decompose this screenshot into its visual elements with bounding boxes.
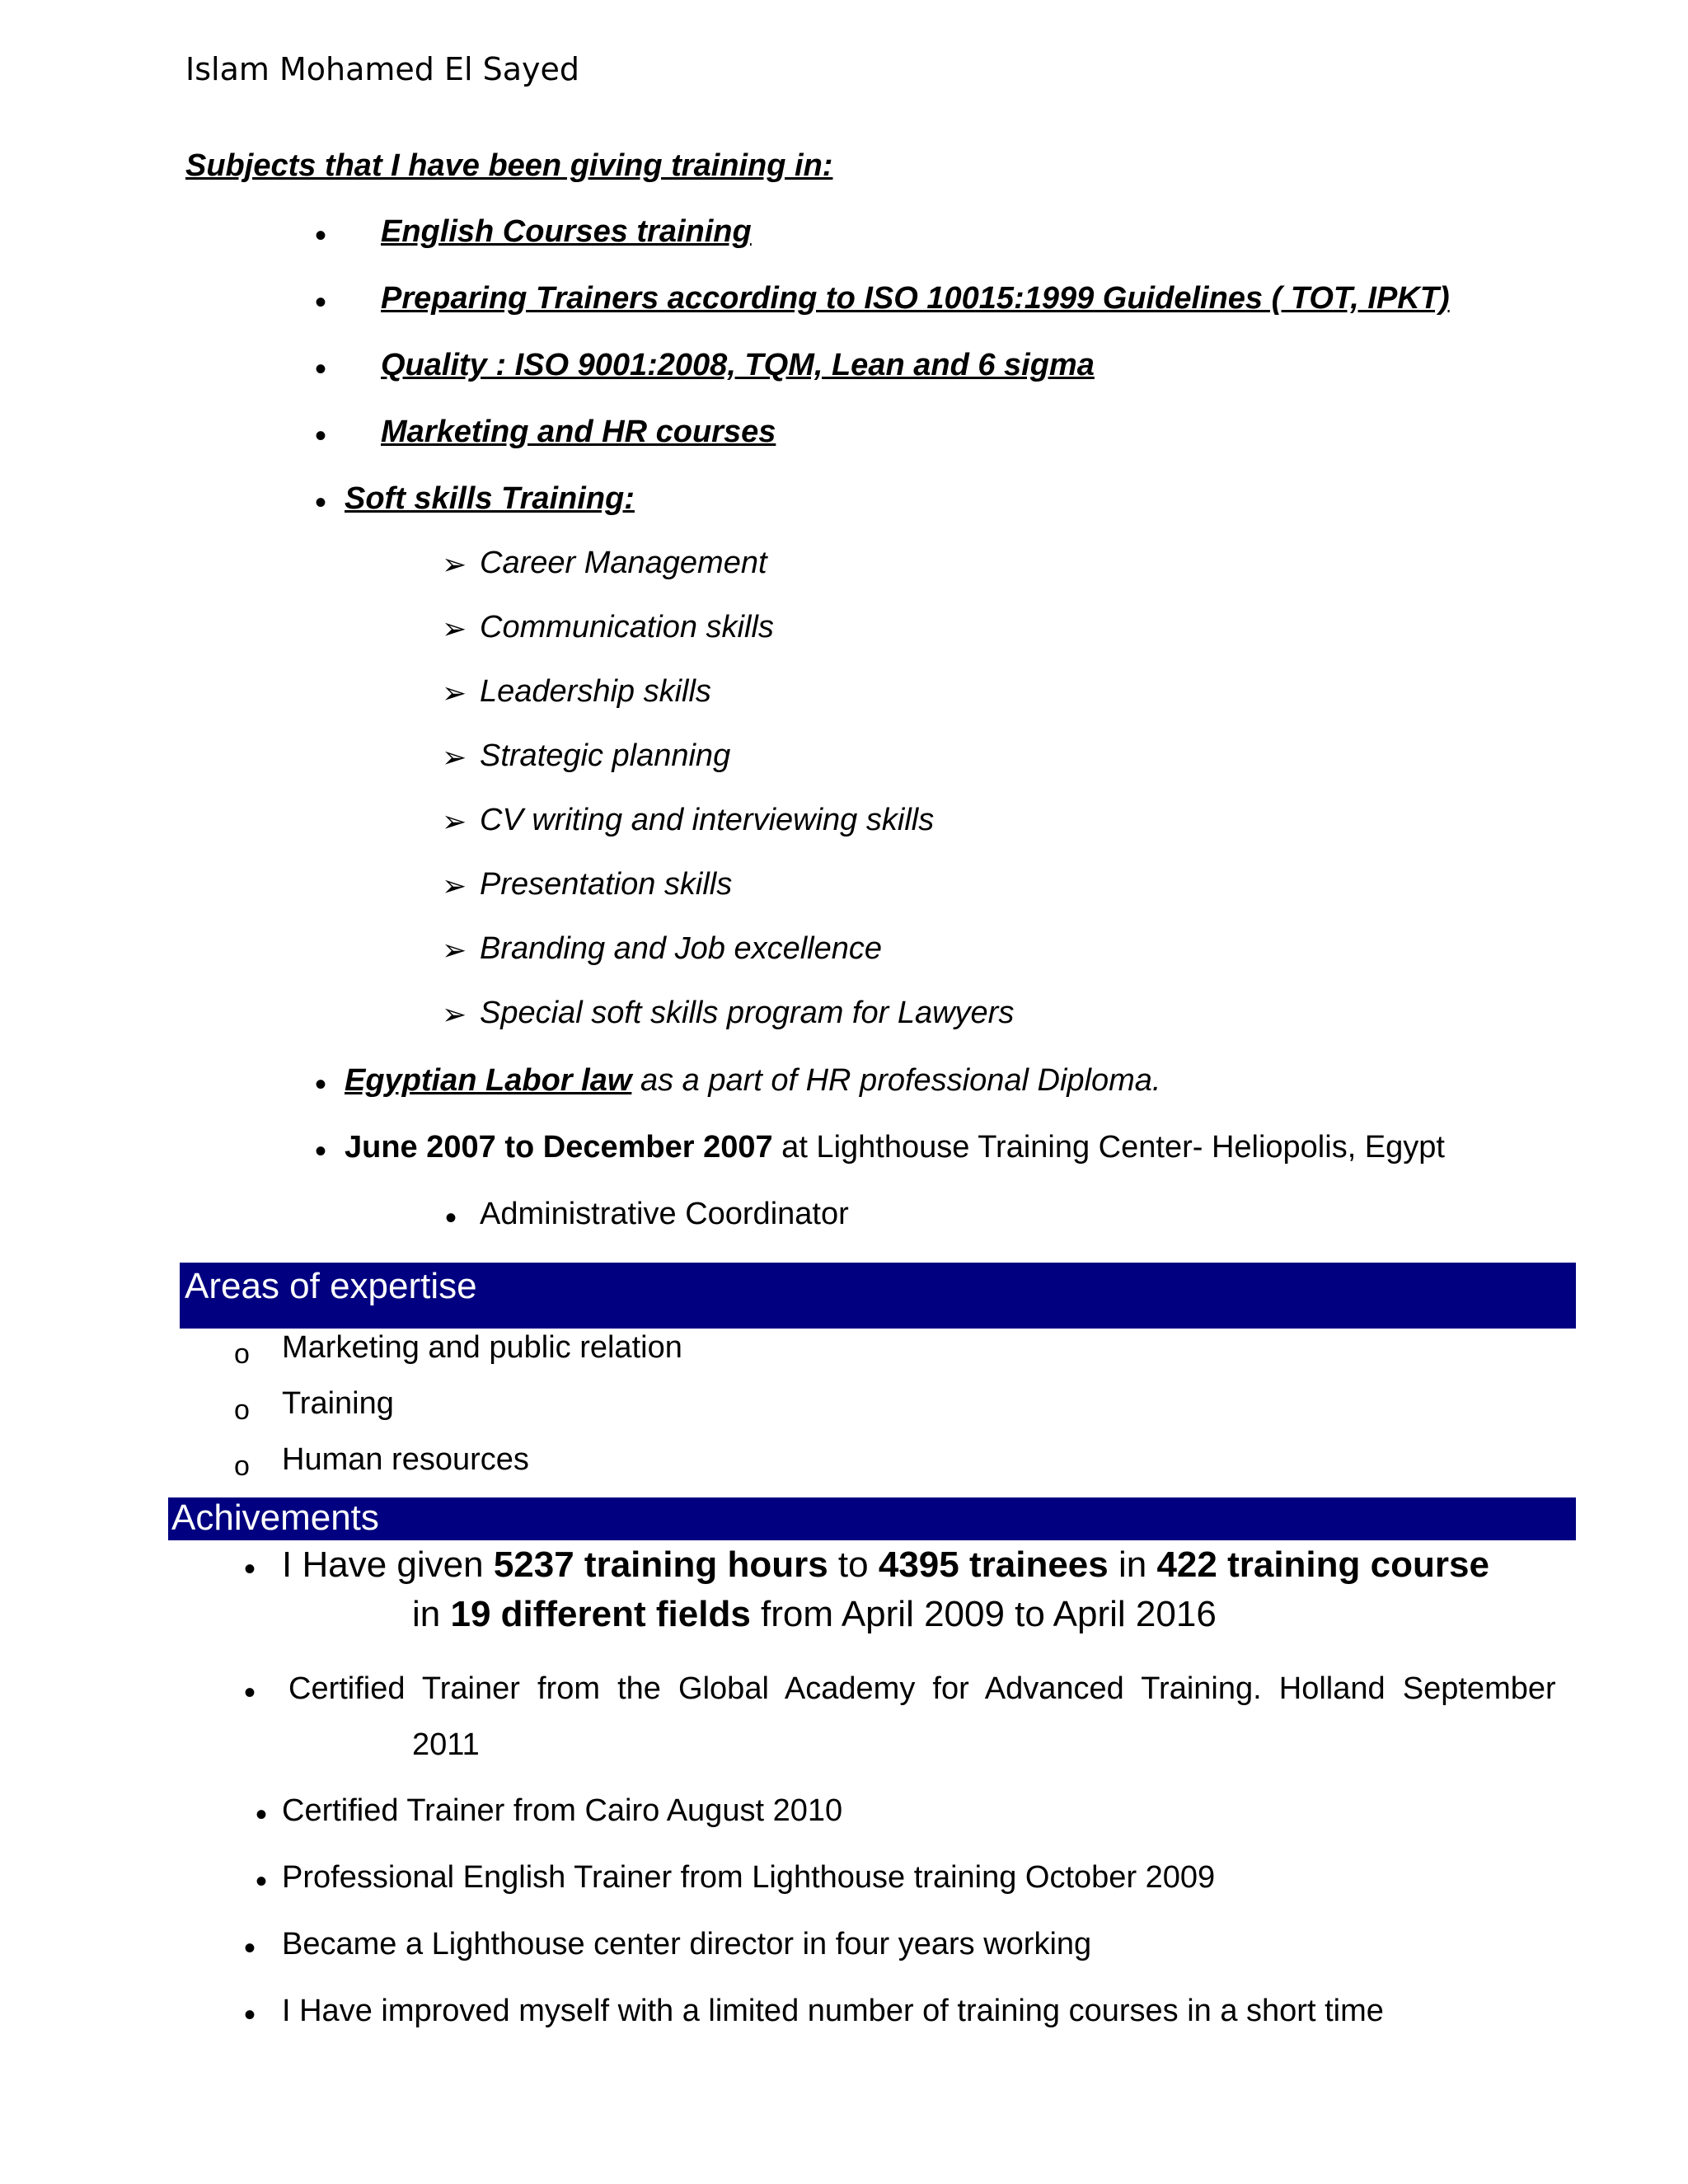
job-role: Administrative Coordinator xyxy=(480,1197,849,1231)
arrow-bullet-icon: ➢ xyxy=(442,869,467,902)
bullet-icon: • xyxy=(256,1863,268,1900)
bullet-icon: • xyxy=(256,1797,268,1833)
headline-trainees: 4395 trainees xyxy=(878,1544,1109,1585)
achievement-headline-line2 xyxy=(412,1594,1217,1635)
soft-skill-item: Branding and Job excellence xyxy=(480,931,883,966)
bullet-icon: • xyxy=(315,1133,327,1169)
bullet-icon: • xyxy=(244,1997,256,2033)
bullet-icon: • xyxy=(244,1930,256,1966)
headline-text: in xyxy=(1108,1544,1157,1585)
achievement-item-continued: 2011 xyxy=(412,1727,480,1762)
achievement-item: Professional English Trainer from Lighthouse training October 2009 xyxy=(282,1860,1216,1895)
headline-text: from April 2009 to April 2016 xyxy=(750,1594,1217,1634)
arrow-bullet-icon: ➢ xyxy=(442,933,467,967)
bullet-icon: • xyxy=(315,485,327,521)
achievements-section-title: Achivements xyxy=(171,1497,379,1538)
soft-skill-item: Presentation skills xyxy=(480,867,733,902)
bullet-icon: • xyxy=(315,1066,327,1103)
soft-skill-item: Special soft skills program for Lawyers xyxy=(480,996,1015,1030)
soft-skill-item: Leadership skills xyxy=(480,674,711,709)
subject-item: English Courses training xyxy=(381,214,752,249)
achievements-section-bar xyxy=(168,1497,1576,1540)
header-name: Islam Mohamed El Sayed xyxy=(185,51,579,87)
circle-bullet-icon: o xyxy=(234,1451,250,1482)
circle-bullet-icon: o xyxy=(234,1338,250,1370)
expertise-item: Human resources xyxy=(282,1442,529,1477)
achievement-item: Certified Trainer from the Global Academy for Advanced Training. Holland September xyxy=(288,1671,1556,1706)
arrow-bullet-icon: ➢ xyxy=(442,676,467,710)
arrow-bullet-icon: ➢ xyxy=(442,997,467,1031)
subject-item: Quality : ISO 9001:2008, TQM, Lean and 6 sigma xyxy=(381,348,1095,382)
soft-skills-heading: Soft skills Training: xyxy=(345,481,635,516)
soft-skill-item: CV writing and interviewing skills xyxy=(480,803,935,837)
headline-hours: 5237 training hours xyxy=(493,1544,828,1585)
soft-skill-item: Strategic planning xyxy=(480,738,731,773)
bullet-icon: • xyxy=(244,1551,256,1587)
bullet-icon: • xyxy=(315,218,327,254)
expertise-item: Marketing and public relation xyxy=(282,1330,682,1365)
expertise-item: Training xyxy=(282,1386,394,1421)
training-heading: Subjects that I have been giving training in: xyxy=(185,148,833,183)
bullet-icon: • xyxy=(315,351,327,387)
arrow-bullet-icon: ➢ xyxy=(442,547,467,581)
labor-law-title: Egyptian Labor law xyxy=(345,1063,632,1098)
bullet-icon: • xyxy=(244,1675,256,1711)
labor-law-line xyxy=(345,1063,1160,1099)
job-place: at Lighthouse Training Center- Heliopolis, Egypt xyxy=(772,1130,1445,1165)
labor-law-desc: as a part of HR professional Diploma. xyxy=(631,1063,1161,1098)
achievement-item: I Have improved myself with a limited number of training courses in a short time xyxy=(282,1994,1384,2028)
achievement-item: Certified Trainer from Cairo August 2010 xyxy=(282,1793,843,1828)
subject-item: Marketing and HR courses xyxy=(381,415,776,449)
arrow-bullet-icon: ➢ xyxy=(442,612,467,645)
headline-text: to xyxy=(828,1544,879,1585)
headline-courses: 422 training course xyxy=(1156,1544,1489,1585)
circle-bullet-icon: o xyxy=(234,1394,250,1426)
headline-text: in xyxy=(412,1594,451,1634)
bullet-icon: • xyxy=(315,418,327,454)
expertise-section-title: Areas of expertise xyxy=(185,1266,477,1306)
bullet-icon: • xyxy=(315,284,327,321)
soft-skill-item: Communication skills xyxy=(480,610,774,644)
job-line xyxy=(345,1130,1445,1165)
achievement-headline-line1 xyxy=(282,1544,1489,1586)
job-dates: June 2007 to December 2007 xyxy=(345,1130,773,1165)
soft-skill-item: Career Management xyxy=(480,546,767,580)
headline-text: I Have given xyxy=(282,1544,494,1585)
achievement-item: Became a Lighthouse center director in four years working xyxy=(282,1927,1092,1961)
arrow-bullet-icon: ➢ xyxy=(442,740,467,774)
subject-item: Preparing Trainers according to ISO 10015:1999 Guidelines ( TOT, IPKT) xyxy=(381,281,1450,316)
headline-fields: 19 different fields xyxy=(450,1594,751,1634)
bullet-icon: • xyxy=(445,1200,457,1236)
expertise-section-bar xyxy=(180,1263,1576,1329)
arrow-bullet-icon: ➢ xyxy=(442,804,467,838)
